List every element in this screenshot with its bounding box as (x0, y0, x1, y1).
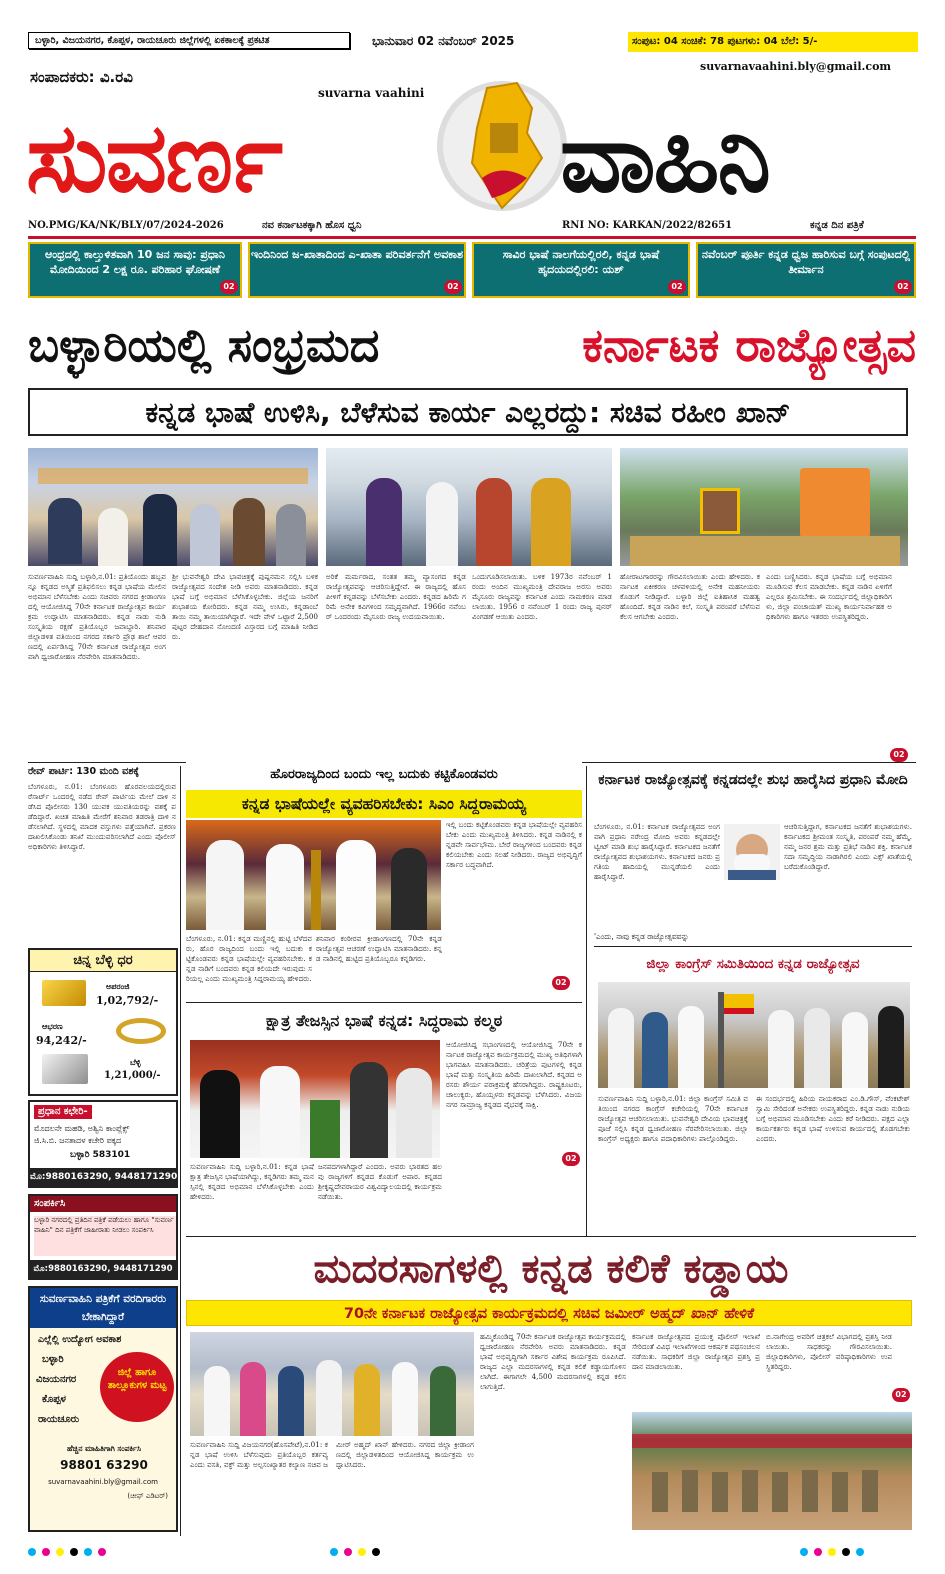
modi-headline: ಕರ್ನಾಟಕ ರಾಜ್ಯೋತ್ಸವಕ್ಕೆ ಕನ್ನಡದಲ್ಲೇ ಶುಭ ಹಾರೈಸಿದ ಪ್ರಧಾನಿ ಮೋದಿ (598, 772, 908, 788)
jobs-place-3: ಕೊಪ್ಪಳ (42, 1394, 66, 1405)
jobs-cta: ಹೆಚ್ಚಿನ ಮಾಹಿತಿಗಾಗಿ ಸಂಪರ್ಕಿಸಿ (67, 1444, 141, 1453)
teaser-3-text: ಸಾವಿರ ಭಾಷೆ ನಾಲಗೆಯಲ್ಲಿರಲಿ, ಕನ್ನಡ ಭಾಷೆ ಹೃದಯದಲ್ಲಿರಲಿ: ಯಶ್ (502, 248, 660, 276)
congress-body-col-1: ಸುವರ್ಣವಾಹಿನಿ ಸುದ್ದಿ ಬಳ್ಳಾರಿ,ನ.01: ಜಿಲ್ಲಾ ಕಾಂಗ್ರೆಸ್ ಸಮಿತಿ ವತಿಯಿಂದ ನಗರದ ಕಾಂಗ್ರೆಸ್ ಕಚೇರಿಯಲ್ಲಿ 70ನೇ ಕರ್ನಾಟಕ ರಾಜ್ಯೋತ್ಸವ ಆಚರಿಸಲಾಯಿತು. ಭುವನೇಶ್ವರಿ ದೇವಿಯ ಭಾವಚಿತ್ರಕ್ಕೆ ಪೂಜೆ ಸಲ್ಲಿಸಿ ಕನ್ನಡ ಧ್ವಜಾರೋಹಣ ನೆರವೇರಿಸಲಾಯಿತು. ಜಿಲ್ಲಾ ಕಾಂಗ್ರೆಸ್ ಅಧ್ಯಕ್ಷರು ಹಾಗೂ ಪದಾಧಿಕಾರಿಗಳು ಪಾಲ್ಗೊಂಡಿದ್ದರು. (598, 1094, 748, 1143)
madrasa-subhead: 70ನೇ ಕರ್ನಾಟಕ ರಾಜ್ಯೋತ್ಸವ ಕಾರ್ಯಕ್ರಮದಲ್ಲಿ ಸಚಿವ ಜಮೀರ್ ಅಹ್ಮದ್ ಖಾನ್ ಹೇಳಿಕೆ (186, 1300, 912, 1326)
teaser-4-page: 02 (894, 280, 912, 294)
office-line-1: ಮೊದಲನೇ ಮಹಡಿ, ಅಶ್ವಿನಿ ಕಾಂಪ್ಲೆಕ್ಸ್ (34, 1124, 130, 1133)
print-registration-marks-left (28, 1548, 138, 1556)
print-registration-marks-right (800, 1548, 910, 1556)
office-title: ಪ್ರಧಾನ ಕಛೇರಿ- (34, 1105, 92, 1119)
silver-bar-icon (42, 1054, 88, 1084)
jobs-subtitle: ಎಲ್ಲೆಲ್ಲಿ ಉದ್ಯೋಗ ಅವಕಾಶ (38, 1334, 122, 1345)
districts-banner: ಬಳ್ಳಾರಿ, ವಿಜಯನಗರ, ಕೊಪ್ಪಳ, ರಾಯಚೂರು ಜಿಲ್ಲೆಗಳಲ್ಲಿ ಏಕಕಾಲಕ್ಕೆ ಪ್ರಕಟಿತ (28, 32, 350, 49)
jobs-place-2: ವಿಜಯನಗರ (36, 1374, 77, 1385)
teaser-2[interactable] (248, 242, 466, 298)
congress-headline: ಜಿಲ್ಲಾ ಕಾಂಗ್ರೆಸ್ ಸಮಿತಿಯಿಂದ ಕನ್ನಡ ರಾಜ್ಯೋತ್ಸವ (646, 956, 860, 972)
gold-24k-price: 1,02,792/- (96, 994, 159, 1007)
left-column-rule (180, 766, 181, 1536)
office-address-box (28, 1100, 178, 1188)
cm-headline: ಕನ್ನಡ ಭಾಷೆಯಲ್ಲೇ ವ್ಯವಹರಿಸಬೇಕು: ಸಿಎಂ ಸಿದ್ದರಾಮಯ್ಯ (186, 790, 582, 818)
lead-photo-folk-artists (326, 448, 612, 566)
madrasa-body-col-2: ಕರ್ನಾಟಕ ರಾಜ್ಯೋತ್ಸವದ ಪ್ರಯುಕ್ತ ಪೊಲೀಸ್ ಇಲಾಖೆ ಸೇರಿದಂತೆ ವಿವಿಧ ಇಲಾಖೆಗಳಿಂದ ಆಕರ್ಷಕ ಪಥಸಂಚಲನ ನಡೆಯಿತು. ಸಾಧಕರಿಗೆ ಜಿಲ್ಲಾ ರಾಜ್ಯೋತ್ಸವ ಪ್ರಶಸ್ತಿ ಪ್ರದಾನ ಮಾಡಲಾಯಿತು. (632, 1332, 760, 1371)
madrasa-top-rule (186, 1236, 916, 1237)
brand-small: suvarna vaahini (318, 86, 425, 100)
silver-price: 1,21,000/- (104, 1070, 161, 1081)
teaser-strip (28, 242, 916, 298)
paper-frequency: ಕನ್ನಡ ದಿನ ಪತ್ರಿಕೆ (810, 220, 864, 231)
kalmath-photo (190, 1040, 440, 1158)
masthead-title-left: ಸುವರ್ಣ (26, 102, 281, 214)
gold-bangle-icon (116, 1018, 166, 1044)
cm-continued-badge[interactable]: 02 (552, 976, 570, 990)
rave-body: ಬೆಂಗಳೂರು, ನ.01: ಬೆಂಗಳೂರು ಹೊರವಲಯದಲ್ಲಿರುವ ರೆಸಾರ್ಟ್ ಒಂದರಲ್ಲಿ ನಡೆದ ರೇವ್ ಪಾರ್ಟಿಯ ಮೇಲೆ ದಾಳಿ ನಡೆಸಿದ ಪೊಲೀಸರು 130 ಯುವಕ ಯುವತಿಯರನ್ನು ವಶಕ್ಕೆ ಪಡೆದಿದ್ದಾರೆ. ಖಚಿತ ಮಾಹಿತಿ ಮೇರೆಗೆ ಶನಿವಾರ ತಡರಾತ್ರಿ ದಾಳಿ ನಡೆಸಲಾಗಿದೆ. ಸ್ಥಳದಲ್ಲಿ ಮಾದಕ ವಸ್ತುಗಳು ಪತ್ತೆಯಾಗಿವೆ. ಪ್ರಕರಣ ದಾಖಲಿಸಿಕೊಂಡು ತನಿಖೆ ಮುಂದುವರಿಸಲಾಗಿದೆ ಎಂದು ಪೊಲೀಸ್ ಅಧಿಕಾರಿಗಳು ತಿಳಿಸಿದ್ದಾರೆ. (28, 782, 176, 851)
issue-date: ಭಾನುವಾರ 02 ನವೆಂಬರ್ 2025 (372, 34, 515, 48)
jobs-place-1: ಬಳ್ಳಾರಿ (42, 1354, 64, 1365)
office-line-2: ಜಿ.ಸಿ.ಬಿ. ಜನತಾದಳ ಕಚೇರಿ ಪಕ್ಕದ (34, 1136, 122, 1145)
editor-name: ಸಂಪಾದಕರು: ವಿ.ರವಿ (30, 68, 133, 86)
cm-body-col-2: ಶನಿವಾರ ಕಂಠೀರವ ಕ್ರೀಡಾಂಗಣದಲ್ಲಿ 70ನೇ ಕನ್ನಡ ರಾಜ್ಯೋತ್ಸವ ಆಚರಣೆ ಉದ್ಘಾಟಿಸಿ ಮಾತನಾಡಿದರು. ಕನ್ನಡ ನಾಡಿನಲ್ಲಿ ಹುಟ್ಟಿದ ಪ್ರತಿಯೊಬ್ಬರೂ ಕನ್ನಡಿಗರು. (316, 934, 442, 963)
kalmath-body-col-2: ಜನಪದಗಳಾಗಿದ್ದಾರೆ ಎಂದರು. ಅವರು ಭಾರತದ ಹಲವು ರಾಜ್ಯಗಳಿಗೆ ಕನ್ನಡದ ಕೊಡುಗೆ ಅಪಾರ. ಕನ್ನಡದ ಶ್ರೀಕೃಷ್ಣದೇವರಾಯರ ವಿಶ್ವವಿದ್ಯಾಲಯದಲ್ಲಿ ಕಾರ್ಯಕ್ರಮ ನಡೆಯಿತು. (318, 1162, 442, 1201)
contact-phone[interactable]: ಮೊ:9880163290, 9448171290 (30, 1260, 176, 1278)
lead-body-col-1: ಸುವರ್ಣವಾಹಿನಿ ಸುದ್ದಿ ಬಳ್ಳಾರಿ,ನ.01: ಪ್ರತಿಯೊಂದು ಹಬ್ಬವನ್ನೂ ಕನ್ನಡದ ಅಸ್ಮಿತೆ ಪ್ರತಿಫಲಿಸಲು ಕನ್ನಡ ಭಾಷೆಯ ಮೇಲಿನ ಅಭಿಮಾನ ಬೆಳೆಸಬೇಕು ಎಂದು ಸಚಿವರು ನಗರದ ಕ್ರೀಡಾಂಗಣದಲ್ಲಿ ಆಯೋಜಿಸಿದ್ದ 70ನೇ ಕರ್ನಾಟಕ ರಾಜ್ಯೋತ್ಸವ ಕಾರ್ಯಕ್ರಮ ಉದ್ಘಾಟಿಸಿ ಮಾತನಾಡಿದರು. ಕನ್ನಡ ನಾಡು ನುಡಿ ಸಂಸ್ಕೃತಿಯ ರಕ್ಷಣೆ ಪ್ರತಿಯೊಬ್ಬರ ಜವಾಬ್ದಾರಿ. ಶನಿವಾರ ಜಿಲ್ಲಾಡಳಿತ ವತಿಯಿಂದ ನಗರದ ಸರ್ಕಾರಿ ಪ್ರೌಢ ಶಾಲೆ ಆವರಣದಲ್ಲಿ ಏರ್ಪಡಿಸಿದ್ದ 70ನೇ ಕರ್ನಾಟಕ ರಾಜ್ಯೋತ್ಸವ ಅಂಗವಾಗಿ ಧ್ವಜಾರೋಹಣ ನೆರವೇರಿಸಿ ಮಾತನಾಡಿದರು. (28, 572, 166, 661)
lead-photo-tableau (620, 448, 908, 566)
teaser-1[interactable] (28, 242, 242, 298)
middle-column-rule (586, 766, 587, 1236)
madrasa-parade-photo (632, 1412, 912, 1530)
lead-continued-badge[interactable]: 02 (890, 748, 908, 762)
teaser-1-text: ಆಂಧ್ರದಲ್ಲಿ ಕಾಲ್ತುಳಿತವಾಗಿ 10 ಜನ ಸಾವು: ಪ್ರಧಾನಿ ಮೋದಿಯಿಂದ 2 ಲಕ್ಷ ರೂ. ಪರಿಹಾರ ಘೋಷಣೆ (44, 248, 226, 276)
lead-headline-black: ಬಳ್ಳಾರಿಯಲ್ಲಿ ಸಂಭ್ರಮದ (28, 318, 380, 372)
lead-body-col-2: ಶ್ರೀ ಭುವನೇಶ್ವರಿ ದೇವಿ ಭಾವಚಿತ್ರಕ್ಕೆ ಪುಷ್ಪನಮನ ಸಲ್ಲಿಸಿ ಬಳಿಕ ರಾಜ್ಯೋತ್ಸವದ ಸಂದೇಶ ನೀಡಿ ಅವರು ಮಾತನಾಡಿದರು. ಕನ್ನಡ ಭಾಷೆ ಬಗ್ಗೆ ಅಭಿಮಾನ ಬೆಳೆಸಿಕೊಳ್ಳಬೇಕು. ಜಿಲ್ಲೆಯ ಜನರಿಗೆ ಶುಭಾಶಯ ಕೋರಿದರು. ಕನ್ನಡ ನಮ್ಮ ಉಸಿರು, ಕನ್ನಡಾಂಬೆ ತಾಯಿ ನಮ್ಮ ತಾಯಿಯಾಗಿದ್ದಾರೆ. ಇದೇ ವೇಳೆ ಒಟ್ಟಾರೆ 2,500 ಪುಟ್ಟರ ದೇಹದಾನ ನೋಂದಣಿ ವಿಸ್ತಾರದ ಬಗ್ಗೆ ಮಾಹಿತಿ ನೀಡಿದರು. (172, 572, 318, 641)
modi-body-col-2: ಆಚರಿಸುತ್ತಿದ್ದಾಗ, ಕರ್ನಾಟಕದ ಜನತೆಗೆ ಶುಭಾಶಯಗಳು. ಕರ್ನಾಟಕದ ಶ್ರೀಮಂತ ಸಂಸ್ಕೃತಿ, ಪರಂಪರೆ ನಮ್ಮ ಹೆಮ್ಮೆ. ನಮ್ಮ ಜನರ ಶ್ರಮ ಮತ್ತು ಪ್ರತಿಭೆ ನಾಡಿನ ಶಕ್ತಿ. ಕರ್ನಾಟಕ ಸದಾ ಸಮೃದ್ಧಿಯ ನಾಡಾಗಿರಲಿ ಎಂದು ಎಕ್ಸ್ ಖಾತೆಯಲ್ಲಿ ಬರೆದುಕೊಂಡಿದ್ದಾರೆ. (784, 822, 912, 871)
congress-body-col-2: ಈ ಸಂದರ್ಭದಲ್ಲಿ ಹಿರಿಯ ನಾಯಕರಾದ ಎಂ.ಡಿ.ಗೌಸ್, ವೆಂಕಟೇಶ್ ಸ್ವಾಮಿ ಸೇರಿದಂತೆ ಅನೇಕರು ಉಪಸ್ಥಿತರಿದ್ದರು. ಕನ್ನಡ ನಾಡು ನುಡಿಯ ಬಗ್ಗೆ ಅಭಿಮಾನ ಮೂಡಿಸಬೇಕು ಎಂದು ಕರೆ ನೀಡಿದರು. ಪಕ್ಷದ ಎಲ್ಲಾ ಕಾರ್ಯಕರ್ತರು ಕನ್ನಡ ಭಾಷೆ ಉಳಿಸುವ ಕಾರ್ಯದಲ್ಲಿ ತೊಡಗಬೇಕು ಎಂದರು. (756, 1094, 910, 1143)
kalmath-continued-badge[interactable]: 02 (562, 1152, 580, 1166)
masthead-rule-red (28, 236, 916, 239)
gold-22k-price: 94,242/- (36, 1034, 87, 1047)
print-registration-marks-center (330, 1548, 410, 1556)
lead-headline-red: ಕರ್ನಾಟಕ ರಾಜ್ಯೋತ್ಸವ (582, 318, 916, 372)
registration-number: NO.PMG/KA/NK/BLY/07/2024-2026 (28, 220, 224, 231)
kalmath-body-col-1: ಸುವರ್ಣವಾಹಿನಿ ಸುದ್ದಿ ಬಳ್ಳಾರಿ,ನ.01: ಕನ್ನಡ ಭಾಷೆ ಕ್ಷಾತ್ರ ತೇಜಸ್ಸಿನ ಭಾಷೆಯಾಗಿದ್ದು, ಕನ್ನಡಿಗರು ತಮ್ಮ ಮನಸ್ಸಿನಲ್ಲಿ ಕನ್ನಡದ ಅಭಿಮಾನ ಬೆಳೆಸಿಕೊಳ್ಳಬೇಕು ಎಂದು ಹೇಳಿದರು. (190, 1162, 314, 1201)
cm-photo (186, 820, 441, 930)
office-line-3: ಬಳ್ಳಾರಿ 583101 (70, 1150, 131, 1160)
cm-bottom-rule (186, 1002, 582, 1003)
masthead-email[interactable]: suvarnavaahini.bly@gmail.com (700, 60, 892, 73)
contact-box (28, 1194, 178, 1280)
modi-portrait (724, 824, 780, 880)
reporters-wanted-ad (28, 1286, 178, 1532)
jobs-title: ಸುವರ್ಣವಾಹಿನಿ ಪತ್ರಿಕೆಗೆ ವರದಿಗಾರರು ಬೇಕಾಗಿದ್ದಾರೆ (30, 1288, 176, 1328)
gold-bar-icon (42, 980, 86, 1006)
lead-body-col-4: ಒಂದುಗೂಡಿಸಲಾಯಿತು. ಬಳಿಕ 1973ರ ನವೆಂಬರ್ 1 ರಂದು ಅಂದಿನ ಮುಖ್ಯಮಂತ್ರಿ ದೇವರಾಜ ಅರಸು ಅವರು ಮೈಸೂರು ರಾಜ್ಯವನ್ನು ಕರ್ನಾಟಕ ಎಂದು ನಾಮಕರಣ ಮಾಡಲಾಯಿತು. 1956 ರ ನವೆಂಬರ್ 1 ರಂದು ರಾಜ್ಯ ಪುನರ್ ವಿಂಗಡಣೆ ಆಯಿತು ಎಂದರು. (472, 572, 612, 621)
jobs-bubble: ಜಿಲ್ಲೆ ಹಾಗೂ ತಾಲ್ಲೂಕುಗಳ ಮಟ್ಟ (100, 1352, 174, 1422)
lead-body-col-5: ಹೋರಾಟಗಾರರನ್ನು ಗೌರವಿಸಲಾಯಿತು ಎಂದು ಹೇಳಿದರು. ಕರ್ನಾಟಕ ಏಕೀಕರಣ ಚಳವಳಿಯಲ್ಲಿ ಅನೇಕ ಮಹನೀಯರು ಕೊಡುಗೆ ನೀಡಿದ್ದಾರೆ. ಬಳ್ಳಾರಿ ಜಿಲ್ಲೆ ಐತಿಹಾಸಿಕ ಮಹತ್ವ ಹೊಂದಿದೆ. ಕನ್ನಡ ನಾಡಿನ ಕಲೆ, ಸಂಸ್ಕೃತಿ ಪರಂಪರೆ ಬೆಳೆಸುವ ಕೆಲಸ ಆಗಬೇಕು ಎಂದರು. (620, 572, 760, 621)
rave-headline: ರೇವ್ ಪಾರ್ಟಿ: 130 ಮಂದಿ ವಶಕ್ಕೆ (28, 766, 139, 777)
masthead-tagline: ನವ ಕರ್ನಾಟಕಕ್ಕಾಗಿ ಹೊಸ ಧ್ವನಿ (262, 220, 362, 231)
modi-body-col-1: ಬೆಂಗಳೂರು, ನ.01: ಕರ್ನಾಟಕ ರಾಜ್ಯೋತ್ಸವದ ಅಂಗವಾಗಿ ಪ್ರಧಾನಿ ನರೇಂದ್ರ ಮೋದಿ ಅವರು ಕನ್ನಡದಲ್ಲೇ ಟ್ವೀಟ್ ಮಾಡಿ ಶುಭ ಹಾರೈಸಿದ್ದಾರೆ. ಕರ್ನಾಟಕದ ಜನತೆಗೆ ರಾಜ್ಯೋತ್ಸವದ ಶುಭಾಶಯಗಳು. ಕರ್ನಾಟಕದ ಜನರು ಪ್ರಗತಿಯ ಹಾದಿಯಲ್ಲಿ ಮುನ್ನಡೆಯಲಿ ಎಂದು ಹಾರೈಸಿದ್ದಾರೆ. (594, 822, 720, 881)
madrasa-continued-badge[interactable]: 02 (892, 1388, 910, 1402)
teaser-3-page: 02 (668, 280, 686, 294)
madrasa-award-photo (190, 1332, 474, 1436)
lead-body-col-3: ಅರಿಕೆ ಮರ್ಮರಾದ, ಸಂತತ ತಮ್ಮ ವ್ಯಾಸಂಗದ ಕನ್ನಡ ರಾಜ್ಯೋತ್ಸವವನ್ನು ಆಚರಿಸುತ್ತಿದ್ದೇವೆ. ಈ ರಾಜ್ಯದಲ್ಲಿ ಹೊಸಪೀಳಿಗೆ ಕನ್ನಡವನ್ನು ಬೆಳೆಸಬೇಕು ಎಂದರು. ಕನ್ನಡದ ಹಿರಿಮೆ ಗರಿಮೆ ಅನೇಕ ಕವಿಗಳಿಂದ ಸಮೃದ್ಧವಾಗಿದೆ. 1966ರ ನವೆಂಬರ್ ಒಂದರಂದು ಮೈಸೂರು ರಾಜ್ಯ ಉದಯವಾಯಿತು. (326, 572, 466, 621)
teaser-4[interactable] (696, 242, 916, 298)
masthead-title-right: ವಾಹಿನಿ (560, 102, 769, 214)
cm-kicker: ಹೊರರಾಜ್ಯದಿಂದ ಬಂದು ಇಲ್ಲ ಬದುಕು ಕಟ್ಟಿಕೊಂಡವರು (186, 762, 582, 788)
contact-title: ಸಂಪರ್ಕಿಸಿ (30, 1196, 176, 1212)
teaser-2-page: 02 (444, 280, 462, 294)
lead-body-col-6: ಎಂದು ಬಣ್ಣಿಸಿದರು. ಕನ್ನಡ ಭಾಷೆಯ ಬಗ್ಗೆ ಅಭಿಮಾನ ಮೂಡಿಸುವ ಕೆಲಸ ಮಾಡಬೇಕು. ಕನ್ನಡ ನಾಡಿನ ಏಳಿಗೆಗೆ ಎಲ್ಲರೂ ಶ್ರಮಿಸಬೇಕು. ಈ ಸಂದರ್ಭದಲ್ಲಿ ಜಿಲ್ಲಾಧಿಕಾರಿಗಳು, ಜಿಲ್ಲಾ ಪಂಚಾಯತ್ ಮುಖ್ಯ ಕಾರ್ಯನಿರ್ವಾಹಕ ಅಧಿಕಾರಿಗಳು ಹಾಗೂ ಇತರರು ಉಪಸ್ಥಿತರಿದ್ದರು. (766, 572, 892, 621)
jobs-phone[interactable]: 98801 63290 (60, 1458, 148, 1472)
modi-bottom-rule (594, 946, 912, 947)
cm-body-col-right: ಇಲ್ಲಿ ಬಂದು ಕಟ್ಟಿಕೊಂಡವರು ಕನ್ನಡ ಭಾಷೆಯಲ್ಲೇ ವ್ಯವಹರಿಸಬೇಕು ಎಂದು ಮುಖ್ಯಮಂತ್ರಿ ತಿಳಿಸಿದರು. ಕನ್ನಡ ನಾಡಿನಲ್ಲಿ ಕನ್ನಡವೇ ಸಾರ್ವಭೌಮ. ಬೇರೆ ರಾಜ್ಯಗಳಿಂದ ಬಂದವರು ಕನ್ನಡ ಕಲಿಯಬೇಕು ಎಂದು ಸಲಹೆ ನೀಡಿದರು. ರಾಜ್ಯದ ಅಭಿವೃದ್ಧಿಗೆ ಸರ್ಕಾರ ಬದ್ಧವಾಗಿದೆ. (446, 820, 582, 869)
teaser-3[interactable] (472, 242, 690, 298)
teaser-1-page: 02 (220, 280, 238, 294)
madrasa-headline: ಮದರಸಾಗಳಲ್ಲಿ ಕನ್ನಡ ಕಲಿಕೆ ಕಡ್ಡಾಯ (313, 1246, 789, 1292)
congress-photo (598, 982, 910, 1088)
kalmath-body-col-right: ಆಯೋಜಿಸಿದ್ದ ಸಭಾಂಗಣದಲ್ಲಿ ಆಯೋಜಿಸಿದ್ದ 70ನೇ ಕರ್ನಾಟಕ ರಾಜ್ಯೋತ್ಸವ ಕಾರ್ಯಕ್ರಮದಲ್ಲಿ ಮುಖ್ಯ ಅತಿಥಿಗಳಾಗಿ ಭಾಗವಹಿಸಿ ಮಾತನಾಡಿದರು. ಚರಿತ್ರೆಯ ಪುಟಗಳಲ್ಲಿ ಕನ್ನಡ ಭಾಷೆ ಮತ್ತು ಸಂಸ್ಕೃತಿಯ ಹಿರಿಮೆ ದಾಖಲಾಗಿದೆ. ಕನ್ನಡದ ಅರಸರು ಶೌರ್ಯ ಪರಾಕ್ರಮಕ್ಕೆ ಹೆಸರಾಗಿದ್ದರು. ರಾಷ್ಟ್ರಕೂಟರು, ಚಾಲುಕ್ಯರು, ಹೊಯ್ಸಳರು ಕನ್ನಡವನ್ನು ಬೆಳೆಸಿದರು. ವಿಜಯನಗರ ಸಾಮ್ರಾಜ್ಯ ಕನ್ನಡದ ವೈಭವಕ್ಕೆ ಸಾಕ್ಷಿ. (446, 1040, 582, 1109)
gold-rate-title: ಚಿನ್ನ ಬೆಳ್ಳಿ ಧರ (30, 950, 176, 972)
madrasa-body-col-4: ಸುವರ್ಣವಾಹಿನಿ ಸುದ್ದಿ ವಿಜಯನಗರ(ಹೊಸಪೇಟೆ),ನ.01: ಕನ್ನಡ ಭಾಷೆ ಉಳಿಸಿ ಬೆಳೆಸುವುದು ಪ್ರತಿಯೊಬ್ಬರ ಕರ್ತವ್ಯ ಎಂದು ವಸತಿ, ವಕ್ಫ್ ಮತ್ತು ಅಲ್ಪಸಂಖ್ಯಾತರ ಕಲ್ಯಾಣ ಸಚಿವ ಜಮೀರ್ ಅಹ್ಮದ್ ಖಾನ್ ಹೇಳಿದರು. ನಗರದ ಜಿಲ್ಲಾ ಕ್ರೀಡಾಂಗಣದಲ್ಲಿ ಜಿಲ್ಲಾಡಳಿತದಿಂದ ಆಯೋಜಿಸಿದ್ದ ಕಾರ್ಯಕ್ರಮ ಉದ್ಘಾಟಿಸಿದರು. (190, 1440, 474, 1469)
cm-body-col-1: ಬೆಂಗಳೂರು, ನ.01: ಕನ್ನಡ ಮಣ್ಣಿನಲ್ಲಿ ಹುಟ್ಟಿ ಬೆಳೆದವರು, ಹೊರ ರಾಜ್ಯದಿಂದ ಬಂದು ಇಲ್ಲಿ ಬದುಕು ಕಟ್ಟಿಕೊಂಡವರು ಕನ್ನಡ ಭಾಷೆಯಲ್ಲೇ ವ್ಯವಹರಿಸಬೇಕು. ಕನ್ನಡ ನಾಡಿಗೆ ಬಂದವರು ಕನ್ನಡ ಕಲಿಯದೇ ಇರುವುದು ಸರಿಯಲ್ಲ ಎಂದು ಮುಖ್ಯಮಂತ್ರಿ ಸಿದ್ದರಾಮಯ್ಯ ಹೇಳಿದರು. (186, 934, 312, 983)
madrasa-body-col-1: ಹಮ್ಮಿಕೊಂಡಿದ್ದ 70ನೇ ಕರ್ನಾಟಕ ರಾಜ್ಯೋತ್ಸವ ಕಾರ್ಯಕ್ರಮದಲ್ಲಿ ಧ್ವಜಾರೋಹಣ ನೆರವೇರಿಸಿ ಅವರು ಮಾತನಾಡಿದರು. ಕನ್ನಡ ಭಾಷೆ ಅಭಿವೃದ್ಧಿಗಾಗಿ ಸರ್ಕಾರ ವಿಶೇಷ ಕಾರ್ಯಕ್ರಮ ರೂಪಿಸಿದೆ. ರಾಜ್ಯದ ಎಲ್ಲಾ ಮದರಸಾಗಳಲ್ಲಿ ಕನ್ನಡ ಕಲಿಕೆ ಕಡ್ಡಾಯಗೊಳಿಸಲಾಗಿದೆ. ಈಗಾಗಲೇ 4,500 ಮದರಸಾಗಳಲ್ಲಿ ಕನ್ನಡ ಕಲಿಸಲಾಗುತ್ತಿದೆ. (480, 1332, 626, 1391)
jobs-email[interactable]: suvarnavaahini.bly@gmail.com (48, 1478, 158, 1486)
gold-22k-label: ಆಭರಣ (42, 1022, 63, 1031)
rni-number: RNI NO: KARKAN/2022/82651 (562, 220, 733, 231)
contact-body: ಬಳ್ಳಾರಿ ನಗರದಲ್ಲಿ ಪ್ರತಿದಿನ ಪತ್ರಿಕೆ ಪಡೆಯಲು ಹಾಗೂ "ಸುವರ್ಣ ವಾಹಿನಿ" ದಿನ ಪತ್ರಿಕೆಗೆ ಜಾಹೀರಾತು ನೀಡಲು ಸಂಪರ್ಕಿಸಿ (34, 1216, 176, 1256)
jobs-place-4: ರಾಯಚೂರು (38, 1414, 80, 1425)
jobs-signoff: (ಚೀಫ್ ಎಡಿಟರ್) (127, 1492, 168, 1500)
gold-rate-box (28, 948, 178, 1096)
teaser-2-text: ಇಂದಿನಿಂದ ಜ-ಖಾತಾದಿಂದ ಎ-ಖಾತಾ ಪರಿವರ್ತನೆಗೆ ಅವಕಾಶ (251, 248, 463, 261)
issue-info: ಸಂಪುಟ: 04 ಸಂಚಿಕೆ: 78 ಪುಟಗಳು: 04 ಬೆಲೆ: 5/- (628, 32, 918, 52)
madrasa-body-col-3: ಬಿ.ನಾಗೇಂದ್ರ ಅವರಿಗೆ ಚಿತ್ರಕಲೆ ವಿಭಾಗದಲ್ಲಿ ಪ್ರಶಸ್ತಿ ನೀಡಲಾಯಿತು. ಸಾಧಕರನ್ನು ಗೌರವಿಸಲಾಯಿತು. ಜಿಲ್ಲಾಧಿಕಾರಿಗಳು, ಪೊಲೀಸ್ ವರಿಷ್ಠಾಧಿಕಾರಿಗಳು ಉಪಸ್ಥಿತರಿದ್ದರು. (766, 1332, 892, 1371)
modi-quote: 'ಎಂದು, ನಾವು ಕನ್ನಡ ರಾಜ್ಯೋತ್ಸವವನ್ನು (594, 932, 690, 941)
lead-photo-ceremony (28, 448, 318, 566)
teaser-4-text: ನವೆಂಬರ್ ಪೂರ್ತಿ ಕನ್ನಡ ಧ್ವಜ ಹಾರಿಸುವ ಬಗ್ಗೆ ಸಂಪುಟದಲ್ಲಿ ತೀರ್ಮಾನ (701, 248, 911, 276)
kalmath-headline: ಕ್ಷಾತ್ರ ತೇಜಸ್ಸಿನ ಭಾಷೆ ಕನ್ನಡ: ಸಿದ್ಧರಾಮ ಕಲ್ಮಠ (265, 1011, 503, 1030)
office-phone[interactable]: ಮೊ:9880163290, 9448171290 (30, 1168, 176, 1186)
silver-label: ಬೆಳ್ಳಿ (130, 1058, 141, 1067)
gold-24k-label: ಅಪರಂಜಿ (106, 982, 130, 991)
lead-subhead: ಕನ್ನಡ ಭಾಷೆ ಉಳಿಸಿ, ಬೆಳೆಸುವ ಕಾರ್ಯ ಎಲ್ಲರದ್ದು: ಸಚಿವ ರಹೀಂ ಖಾನ್ (28, 388, 908, 436)
